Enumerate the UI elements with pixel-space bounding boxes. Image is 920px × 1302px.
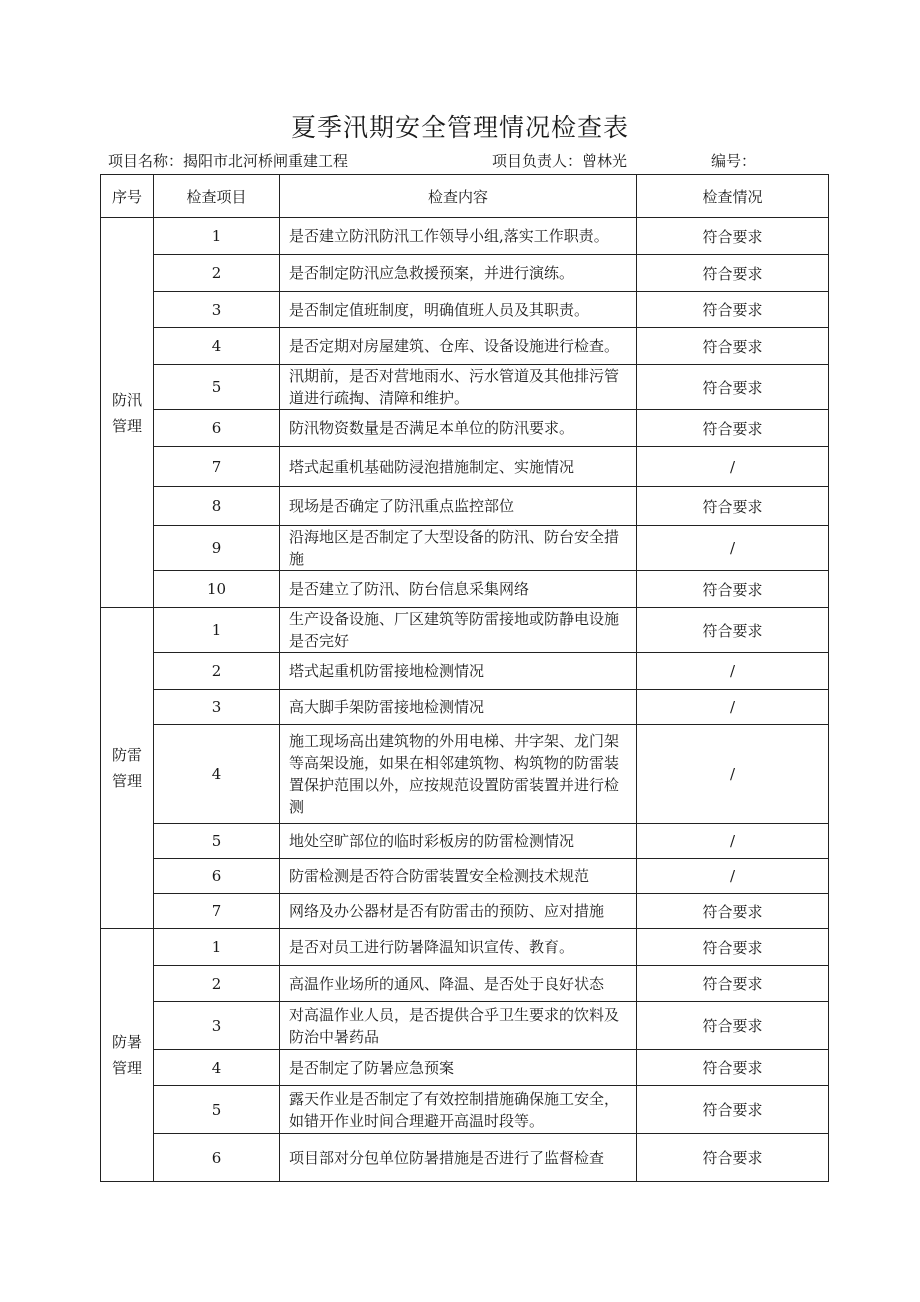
check-status-cell: 符合要求 (637, 218, 829, 255)
check-status-cell: / (637, 526, 829, 571)
check-content-cell: 对高温作业人员，是否提供合乎卫生要求的饮料及防治中暑药品 (280, 1002, 637, 1050)
table-row (101, 608, 829, 653)
category-label: 防暑管理 (111, 1033, 142, 1077)
check-content-cell: 塔式起重机基础防浸泡措施制定、实施情况 (280, 447, 637, 487)
table-row (101, 571, 829, 608)
table-row (101, 292, 829, 328)
check-status-cell: / (637, 725, 829, 824)
check-status-cell: / (637, 447, 829, 487)
table-row (101, 1086, 829, 1134)
table-header-row (101, 175, 829, 218)
check-content-cell: 是否建立了防汛、防台信息采集网络 (280, 571, 637, 608)
check-content-cell: 防汛物资数量是否满足本单位的防汛要求。 (280, 410, 637, 447)
table-row (101, 725, 829, 824)
table-row (101, 328, 829, 365)
check-content-cell: 防雷检测是否符合防雷装置安全检测技术规范 (280, 859, 637, 894)
item-number-cell: 3 (154, 292, 280, 328)
project-name: 项目名称：揭阳市北河桥闸重建工程 (108, 152, 349, 170)
table-row (101, 447, 829, 487)
table-body (101, 218, 829, 1182)
check-status-cell: 符合要求 (637, 929, 829, 966)
check-content-cell: 地处空旷部位的临时彩板房的防雷检测情况 (280, 824, 637, 859)
check-content-cell: 是否建立防汛防汛工作领导小组,落实工作职责。 (280, 218, 637, 255)
item-number-cell: 4 (154, 725, 280, 824)
item-number-cell: 1 (154, 929, 280, 966)
item-number-cell: 5 (154, 365, 280, 410)
item-number-cell: 7 (154, 894, 280, 929)
check-content-cell: 是否制定防汛应急救援预案，并进行演练。 (280, 255, 637, 292)
check-content-cell: 高大脚手架防雷接地检测情况 (280, 690, 637, 725)
check-content-cell: 网络及办公器材是否有防雷击的预防、应对措施 (280, 894, 637, 929)
item-number-cell: 5 (154, 1086, 280, 1134)
category-label: 防汛管理 (111, 390, 142, 435)
check-status-cell: 符合要求 (637, 571, 829, 608)
check-content-cell: 露天作业是否制定了有效控制措施确保施工安全，如错开作业时间合理避开高温时段等。 (280, 1086, 637, 1134)
table-row (101, 526, 829, 571)
category-cell (101, 929, 154, 1182)
table-row (101, 1002, 829, 1050)
check-content-cell: 是否对员工进行防暑降温知识宣传、教育。 (280, 929, 637, 966)
item-number-cell: 1 (154, 608, 280, 653)
check-status-cell: 符合要求 (637, 328, 829, 365)
check-content-cell: 项目部对分包单位防暑措施是否进行了监督检查 (280, 1134, 637, 1182)
table-row (101, 487, 829, 526)
item-number-cell: 9 (154, 526, 280, 571)
check-status-cell: 符合要求 (637, 1086, 829, 1134)
project-leader: 项目负责人：曾林光 (492, 152, 628, 170)
page-title: 夏季汛期安全管理情况检查表 (290, 113, 629, 142)
item-number-cell: 10 (154, 571, 280, 608)
check-content-cell: 汛期前，是否对营地雨水、污水管道及其他排污管道进行疏掏、清障和维护。 (280, 365, 637, 410)
check-content-cell: 施工现场高出建筑物的外用电梯、井字架、龙门架等高架设施，如果在相邻建筑物、构筑物的防雷装置保护范围以外，应按规范设置防雷装置并进行检测 (280, 725, 637, 824)
check-content-cell: 生产设备设施、厂区建筑等防雷接地或防静电设施是否完好 (280, 608, 637, 653)
check-status-cell: 符合要求 (637, 255, 829, 292)
check-status-cell: 符合要求 (637, 1050, 829, 1086)
item-number-cell: 6 (154, 1134, 280, 1182)
item-number-cell: 3 (154, 690, 280, 725)
check-content-cell: 沿海地区是否制定了大型设备的防汛、防台安全措施 (280, 526, 637, 571)
item-number-cell: 6 (154, 859, 280, 894)
check-content-cell: 现场是否确定了防汛重点监控部位 (280, 487, 637, 526)
table-row (101, 824, 829, 859)
check-content-cell: 是否定期对房屋建筑、仓库、设备设施进行检查。 (280, 328, 637, 365)
item-number-cell: 4 (154, 1050, 280, 1086)
check-status-cell: 符合要求 (637, 487, 829, 526)
table-row (101, 929, 829, 966)
item-number-cell: 2 (154, 966, 280, 1002)
category-cell (101, 608, 154, 929)
check-content-cell: 是否制定了防暑应急预案 (280, 1050, 637, 1086)
check-status-cell: 符合要求 (637, 608, 829, 653)
item-number-cell: 4 (154, 328, 280, 365)
header-content: 检查内容 (280, 175, 637, 218)
check-status-cell: 符合要求 (637, 1134, 829, 1182)
item-number-cell: 5 (154, 824, 280, 859)
table-row (101, 894, 829, 929)
check-status-cell: 符合要求 (637, 966, 829, 1002)
item-number-cell: 8 (154, 487, 280, 526)
item-number-cell: 7 (154, 447, 280, 487)
table-row (101, 1134, 829, 1182)
check-status-cell: 符合要求 (637, 1002, 829, 1050)
item-number-cell: 3 (154, 1002, 280, 1050)
table-row (101, 410, 829, 447)
item-number-cell: 6 (154, 410, 280, 447)
category-label: 防雷管理 (111, 746, 142, 790)
check-status-cell: 符合要求 (637, 365, 829, 410)
check-status-cell: 符合要求 (637, 894, 829, 929)
item-number-cell: 2 (154, 653, 280, 690)
table-row (101, 1050, 829, 1086)
check-status-cell: / (637, 690, 829, 725)
check-status-cell: / (637, 859, 829, 894)
item-number-cell: 1 (154, 218, 280, 255)
header-item: 检查项目 (154, 175, 280, 218)
table-row (101, 690, 829, 725)
table-row (101, 218, 829, 255)
table-row (101, 966, 829, 1002)
header-seq: 序号 (101, 175, 154, 218)
table-row (101, 255, 829, 292)
inspection-table (100, 174, 829, 1182)
category-cell (101, 218, 154, 608)
check-content-cell: 塔式起重机防雷接地检测情况 (280, 653, 637, 690)
header-status: 检查情况 (637, 175, 829, 218)
check-status-cell: / (637, 653, 829, 690)
check-status-cell: / (637, 824, 829, 859)
check-status-cell: 符合要求 (637, 410, 829, 447)
table-row (101, 365, 829, 410)
check-content-cell: 是否制定值班制度，明确值班人员及其职责。 (280, 292, 637, 328)
check-status-cell: 符合要求 (637, 292, 829, 328)
item-number-cell: 2 (154, 255, 280, 292)
table-row (101, 653, 829, 690)
document-number: 编号： (711, 152, 757, 170)
table-row (101, 859, 829, 894)
check-content-cell: 高温作业场所的通风、降温、是否处于良好状态 (280, 966, 637, 1002)
